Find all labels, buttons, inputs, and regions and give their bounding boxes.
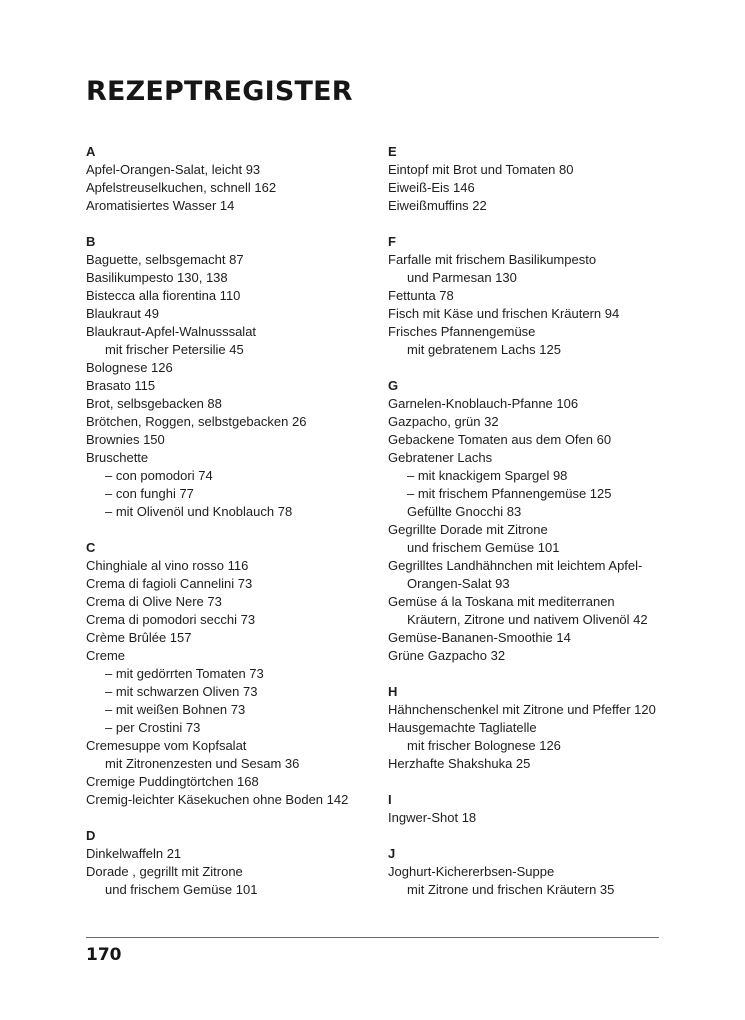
index-entry: Gazpacho, grün 32 bbox=[388, 414, 499, 429]
index-entry: Brötchen, Roggen, selbstgebacken 26 bbox=[86, 414, 307, 429]
index-column-right bbox=[388, 143, 678, 917]
index-entry: Cremesuppe vom Kopfsalat bbox=[86, 738, 247, 753]
index-entry: Farfalle mit frischem Basilikumpesto bbox=[388, 252, 597, 267]
page-number: 170 bbox=[86, 945, 122, 965]
index-entry: Aromatisiertes Wasser 14 bbox=[86, 198, 235, 213]
index-entry: Chinghiale al vino rosso 116 bbox=[86, 558, 249, 573]
index-subentry: und frischem Gemüse 101 bbox=[407, 540, 560, 555]
index-entry: Eiweiß-Eis 146 bbox=[388, 180, 475, 195]
page-title: REZEPTREGISTER bbox=[86, 76, 353, 107]
section-letter: D bbox=[86, 828, 96, 843]
index-entry: Creme bbox=[86, 648, 126, 663]
index-subentry: Gefüllte Gnocchi 83 bbox=[407, 504, 522, 519]
index-entry: Gegrilltes Landhähnchen mit leichtem Apfel- bbox=[388, 558, 643, 573]
index-entry: Eintopf mit Brot und Tomaten 80 bbox=[388, 162, 574, 177]
index-entry: Crema di Olive Nere 73 bbox=[86, 594, 222, 609]
index-entry: Crema di pomodori secchi 73 bbox=[86, 612, 256, 627]
index-entry: Herzhafte Shakshuka 25 bbox=[388, 756, 531, 771]
index-subentry: – mit frischem Pfannengemüse 125 bbox=[407, 486, 612, 501]
index-entry: Crema di fagioli Cannelini 73 bbox=[86, 576, 253, 591]
index-entry: Dinkelwaffeln 21 bbox=[86, 846, 182, 861]
index-entry: Garnelen-Knoblauch-Pfanne 106 bbox=[388, 396, 579, 411]
index-subentry: und frischem Gemüse 101 bbox=[105, 882, 258, 897]
index-entry: Apfelstreuselkuchen, schnell 162 bbox=[86, 180, 277, 195]
index-subentry: mit Zitrone und frischen Kräutern 35 bbox=[407, 882, 615, 897]
index-entry: Gemüse á la Toskana mit mediterranen bbox=[388, 594, 615, 609]
section-letter: G bbox=[388, 378, 399, 393]
index-entry: Hausgemachte Tagliatelle bbox=[388, 720, 537, 735]
index-subentry: – mit schwarzen Oliven 73 bbox=[105, 684, 258, 699]
index-entry: Joghurt-Kichererbsen-Suppe bbox=[388, 864, 555, 879]
section-letter: E bbox=[388, 144, 397, 159]
index-entry: Cremig-leichter Käsekuchen ohne Boden 142 bbox=[86, 792, 349, 807]
index-entry: Crème Brûlée 157 bbox=[86, 630, 192, 645]
index-entry: Brot, selbsgebacken 88 bbox=[86, 396, 222, 411]
index-entry: Cremige Puddingtörtchen 168 bbox=[86, 774, 259, 789]
index-entry: Eiweißmuffins 22 bbox=[388, 198, 487, 213]
index-entry: Gebratener Lachs bbox=[388, 450, 493, 465]
index-subentry: – mit knackigem Spargel 98 bbox=[407, 468, 568, 483]
index-entry: Baguette, selbsgemacht 87 bbox=[86, 252, 244, 267]
index-subentry: – per Crostini 73 bbox=[105, 720, 201, 735]
index-entry: Gemüse-Bananen-Smoothie 14 bbox=[388, 630, 571, 645]
index-entry: Grüne Gazpacho 32 bbox=[388, 648, 506, 663]
section-letter: J bbox=[388, 846, 396, 861]
index-entry: Blaukraut 49 bbox=[86, 306, 159, 321]
index-entry: Brownies 150 bbox=[86, 432, 165, 447]
index-section-d bbox=[86, 827, 376, 899]
index-entry: Apfel-Orangen-Salat, leicht 93 bbox=[86, 162, 261, 177]
section-letter: B bbox=[86, 234, 96, 249]
index-subentry: und Parmesan 130 bbox=[407, 270, 517, 285]
section-letter: I bbox=[388, 792, 392, 807]
footer-divider bbox=[86, 937, 659, 938]
index-entry: Bruschette bbox=[86, 450, 149, 465]
index-section-a bbox=[86, 143, 376, 215]
section-letter: H bbox=[388, 684, 398, 699]
index-section-i bbox=[388, 791, 678, 827]
index-subentry: Orangen-Salat 93 bbox=[407, 576, 510, 591]
index-section-f bbox=[388, 233, 678, 359]
index-entry: Blaukraut-Apfel-Walnusssalat bbox=[86, 324, 257, 339]
index-section-j bbox=[388, 845, 678, 899]
index-entry: Basilikumpesto 130, 138 bbox=[86, 270, 228, 285]
index-entry: Fisch mit Käse und frischen Kräutern 94 bbox=[388, 306, 620, 321]
index-subentry: – con pomodori 74 bbox=[105, 468, 213, 483]
index-section-h bbox=[388, 683, 678, 773]
index-entry: Gebackene Tomaten aus dem Ofen 60 bbox=[388, 432, 612, 447]
section-letter: C bbox=[86, 540, 96, 555]
index-entry: Dorade , gegrillt mit Zitrone bbox=[86, 864, 243, 879]
section-letter: F bbox=[388, 234, 396, 249]
index-subentry: mit frischer Petersilie 45 bbox=[105, 342, 244, 357]
index-entry: Bistecca alla fiorentina 110 bbox=[86, 288, 241, 303]
index-column-left bbox=[86, 143, 376, 917]
index-entry: Fettunta 78 bbox=[388, 288, 454, 303]
index-subentry: – mit gedörrten Tomaten 73 bbox=[105, 666, 264, 681]
index-entry: Frisches Pfannengemüse bbox=[388, 324, 536, 339]
index-section-g bbox=[388, 377, 678, 665]
index-subentry: mit Zitronenzesten und Sesam 36 bbox=[105, 756, 300, 771]
index-subentry: Kräutern, Zitrone und nativem Olivenöl 42 bbox=[407, 612, 648, 627]
index-subentry: mit gebratenem Lachs 125 bbox=[407, 342, 561, 357]
index-subentry: – con funghi 77 bbox=[105, 486, 194, 501]
index-entry: Hähnchenschenkel mit Zitrone und Pfeffer 120 bbox=[388, 702, 656, 717]
index-entry: Bolognese 126 bbox=[86, 360, 173, 375]
index-section-b bbox=[86, 233, 376, 521]
index-section-e bbox=[388, 143, 678, 215]
index-entry: Gegrillte Dorade mit Zitrone bbox=[388, 522, 548, 537]
index-subentry: – mit weißen Bohnen 73 bbox=[105, 702, 246, 717]
index-subentry: mit frischer Bolognese 126 bbox=[407, 738, 561, 753]
index-subentry: – mit Olivenöl und Knoblauch 78 bbox=[105, 504, 293, 519]
index-entry: Ingwer-Shot 18 bbox=[388, 810, 477, 825]
index-entry: Brasato 115 bbox=[86, 378, 156, 393]
section-letter: A bbox=[86, 144, 96, 159]
index-section-c bbox=[86, 539, 376, 809]
